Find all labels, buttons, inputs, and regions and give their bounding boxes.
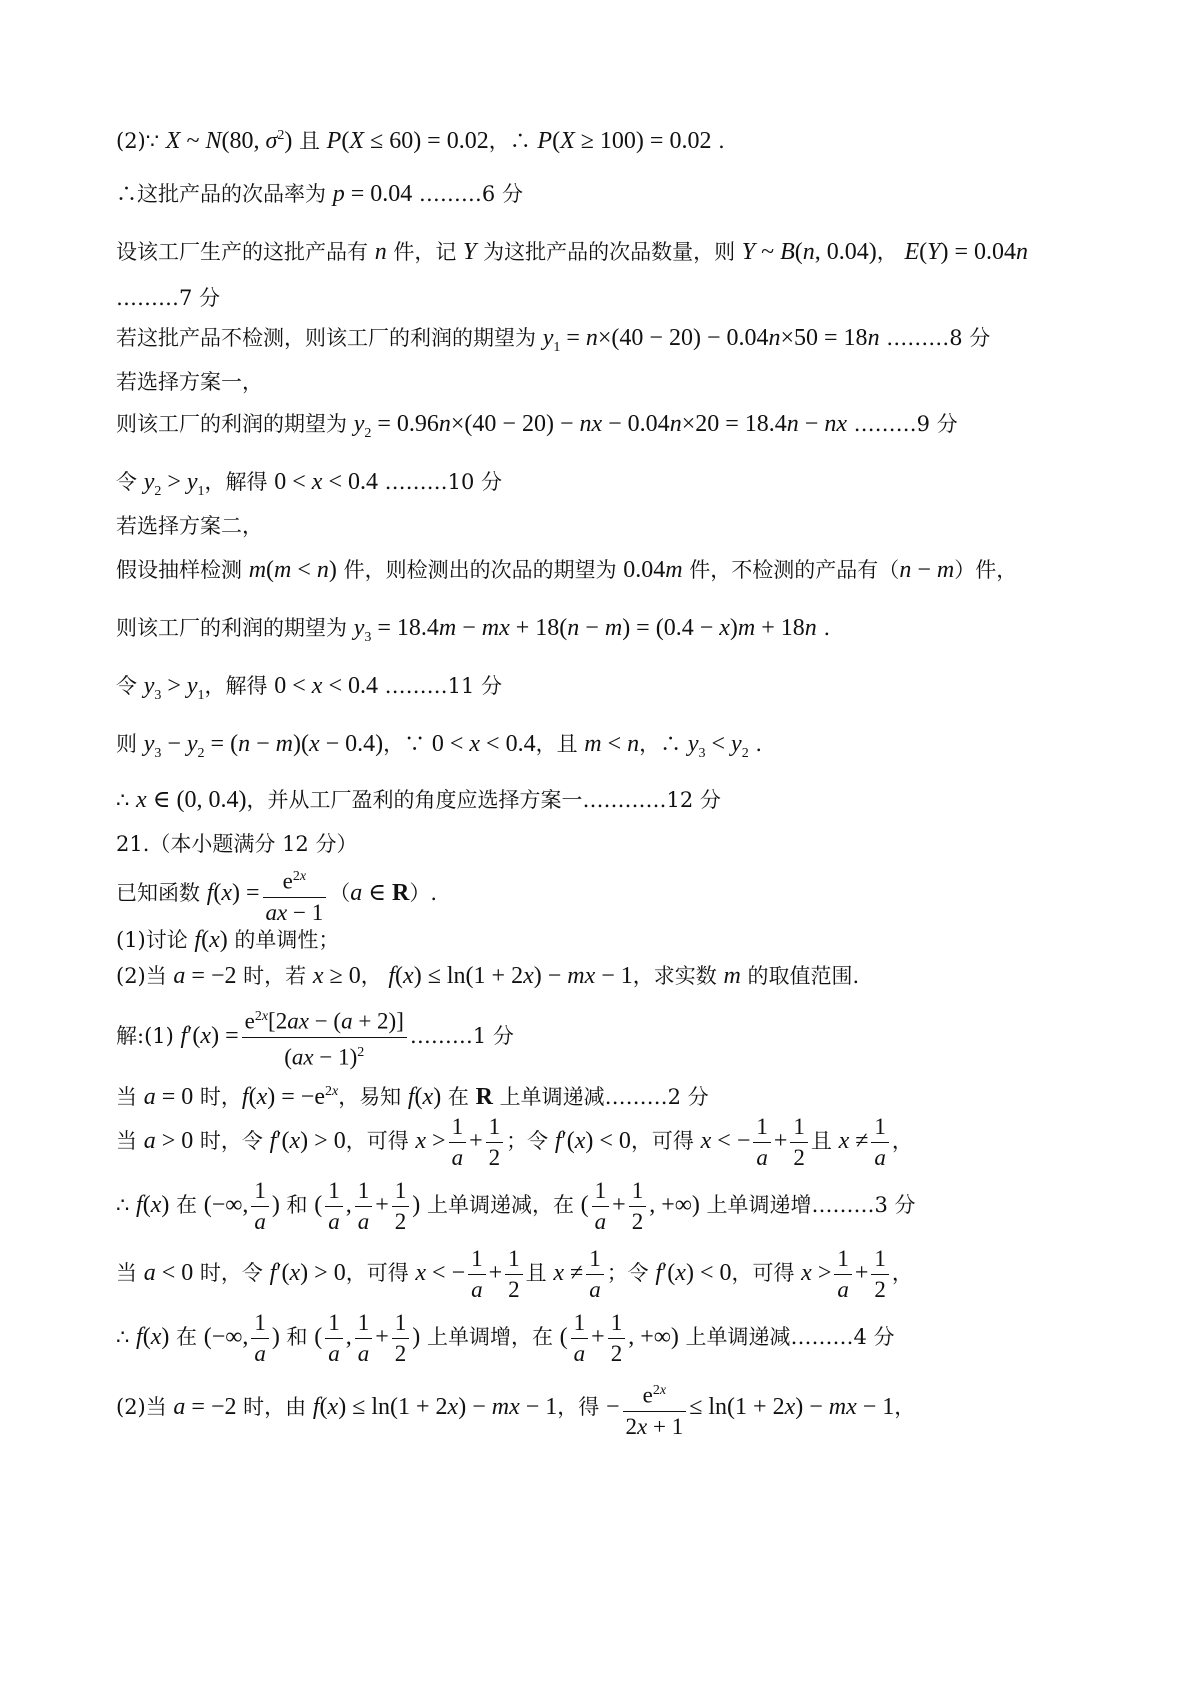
- solution-line: ∴这批产品的次品率为 p = 0.04 ………6 分: [116, 181, 523, 207]
- solution-line: 令 $y_3 > y_1$，解得 0 < x < 0.4 ………11 分: [116, 673, 503, 703]
- solution-line: 当 a < 0 时，令 f′(x) > 0，可得 x < − $\frac{1}{a}$ + $\frac{1}{2}$ 且 x ≠ $\frac{1}{a}$ ；令 f′(x) < 0，可得 x > $\frac{1}{a}$ + $\frac{1}{2}$ ，: [116, 1246, 913, 1302]
- problem-part: (2)当 a = −2 时，若 x ≥ 0， f(x) ≤ ln(1 + 2x) − mx − 1，求实数 m 的取值范围.: [116, 963, 860, 989]
- problem-part: (1)讨论 f(x) 的单调性；: [116, 927, 340, 953]
- solution-line: 则该工厂的利润的期望为 $y_2 = 0.96n\times(40 - 20)$ − nx − 0.04n×20 = 18.4n − nx ………9 分: [116, 411, 958, 441]
- solution-line: 假设抽样检测 m(m < n) 件，则检测出的次品的期望为 0.04m 件，不检测的产品有（n − m）件，: [116, 557, 1018, 583]
- solution-line: 解:(1) f′(x) = $\frac{e^{2x}[2ax - (a + 2)]}{(ax - 1)^2}$ ………1 分: [116, 1002, 514, 1072]
- solution-line: 若选择方案二，: [116, 514, 263, 538]
- solution-line: 令 $y_2 > y_1$，解得 0 < x < 0.4 ………10 分: [116, 469, 503, 499]
- solution-line: (2)当 a = −2 时，由 f(x) ≤ ln(1 + 2x) − mx − 1，得 − $\frac{e^{2x}}{2x + 1}$ ≤ ln(1 + 2x) − mx − 1，: [116, 1376, 915, 1442]
- line-content: (2)∵ X ~ N(80, $\sigma^2$) 且 P(X ≤ 60) = 0.02，∴ P(X ≥ 100) = 0.02 .: [116, 128, 725, 154]
- solution-line: 若选择方案一，: [116, 370, 263, 394]
- solution-line: 则 $y_3 - y_2 = (n - m)(x - 0.4)$，∵ 0 < x < 0.4，且 m < n，∴ $y_3 < y_2$ .: [116, 731, 763, 761]
- solution-line: 当 a > 0 时，令 f′(x) > 0，可得 x > $\frac{1}{a}$ + $\frac{1}{2}$ ；令 f′(x) < 0，可得 x < − $\frac{1}{a}$ + $\frac{1}{2}$ 且 x ≠ $\frac{1}{a}$ ，: [116, 1114, 913, 1170]
- problem-statement: 已知函数 f(x) = $\frac{e^{2x}}{ax - 1}$ （a ∈ R）.: [116, 862, 437, 928]
- solution-line: 则该工厂的利润的期望为 $y_3 = 18.4m$ − mx + 18(n − m) = (0.4 − x)m + 18n .: [116, 615, 831, 645]
- solution-line: 设该工厂生产的这批产品有 n 件，记 Y 为这批产品的次品数量，则 Y ~ B(n, 0.04)， E(Y) = 0.04n: [116, 239, 1029, 265]
- solution-line: [116, 122, 725, 155]
- problem-heading: 21.（本小题满分 12 分）: [116, 832, 358, 856]
- solution-line: ∴ x ∈ (0, 0.4)，并从工厂盈利的角度应选择方案一…………12 分: [116, 787, 721, 813]
- solution-line: ………7 分: [116, 286, 221, 310]
- solution-line: ∴ f(x) 在 (−∞, $\frac{1}{a}$ ) 和 ( $\frac{1}{a}$ , $\frac{1}{a}$ + $\frac{1}{2}$ ) 上单调递减，在 ( $\frac{1}{a}$ + $\frac{1}{2}$ , +∞) 上单调递增………3 分: [116, 1178, 916, 1234]
- solution-line: 当 a = 0 时，$f(x) = -e^{2x}$，易知 f(x) 在 R 上单调递减………2 分: [116, 1084, 709, 1110]
- solution-line: 若这批产品不检测，则该工厂的利润的期望为 $y_1 = n\times(40 - 20) - 0.04n\times 50 = 18n$ ………8 分: [116, 325, 991, 355]
- solution-line: ∴ f(x) 在 (−∞, $\frac{1}{a}$ ) 和 ( $\frac{1}{a}$ , $\frac{1}{a}$ + $\frac{1}{2}$ ) 上单调增，在 ( $\frac{1}{a}$ + $\frac{1}{2}$ , +∞) 上单调递减………4 分: [116, 1310, 895, 1366]
